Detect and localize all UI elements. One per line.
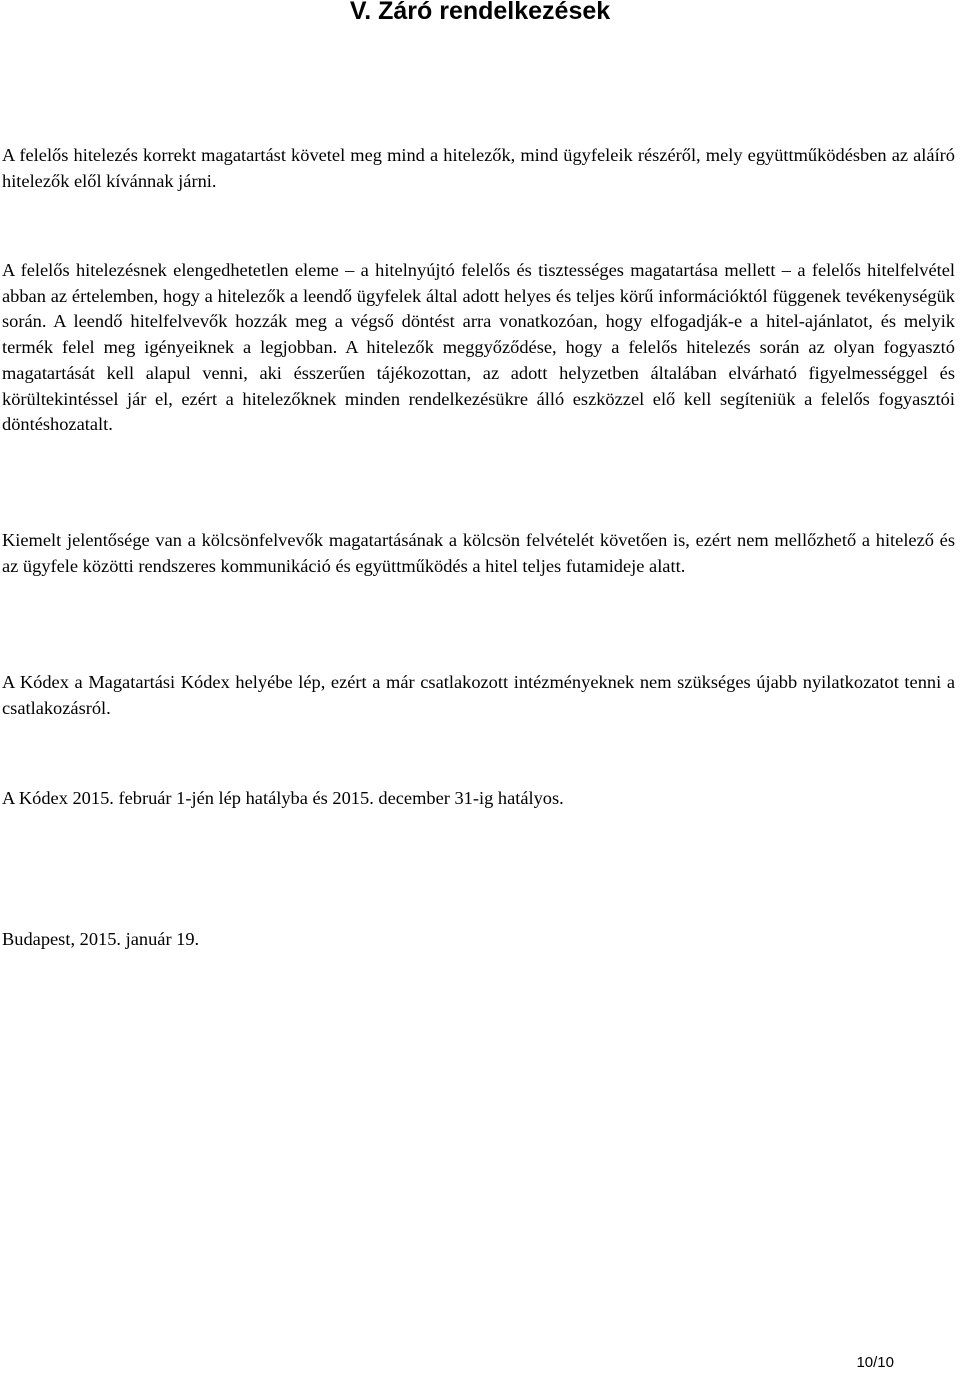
paragraph-responsible-borrowing: A felelős hitelezésnek elengedhetetlen eleme – a hitelnyújtó felelős és tisztességes magatartása mellett – a felelős hitelfelvétel abban az értelemben, hogy a hitelezők a leendő ügyfelek által adott helyes és teljes körű információktól függenek tevékenységük során. A leendő hitelfelvevők hozzák meg a végső döntést arra vonatkozóan, hogy elfogadják-e a hitel-ajánlatot, és melyik termék felel meg igényeiknek a legjobban. A hitelezők meggyőződése, hogy a felelős hitelezés során az olyan fogyasztó magatartását kell alapul venni, aki ésszerűen tájékozottan, az adott helyzetben általában elvárható figyelmességgel és körültekintéssel jár el, ezért a hitelezőknek minden rendelkezésükre álló eszközzel elő kell segíteniük a felelős fogyasztói döntéshozatalt. [2, 260, 955, 435]
paragraph-communication: Kiemelt jelentősége van a kölcsönfelvevők magatartásának a kölcsön felvételét követően is, ezért nem mellőzhető a hitelező és az ügyfele közötti rendszeres kommunikáció és együttműködés a hitel teljes futamideje alatt. [2, 530, 955, 576]
page-number: 10/10 [856, 1354, 894, 1371]
paragraph-responsible-lending: A felelős hitelezés korrekt magatartást követel meg mind a hitelezők, mind ügyfeleik részéről, mely együttműködésben az aláíró hitelezők elől kívánnak járni. [2, 145, 955, 191]
section-title: V. Záró rendelkezések [349, 0, 611, 25]
paragraph-code-replacement: A Kódex a Magatartási Kódex helyébe lép, ezért a már csatlakozott intézményeknek nem szükséges újabb nyilatkozatot tenni a csatlakozásról. [2, 672, 955, 718]
place-date: Budapest, 2015. január 19. [2, 929, 200, 949]
paragraph-effective-date: A Kódex 2015. február 1-jén lép hatályba és 2015. december 31-ig hatályos. [2, 788, 564, 808]
